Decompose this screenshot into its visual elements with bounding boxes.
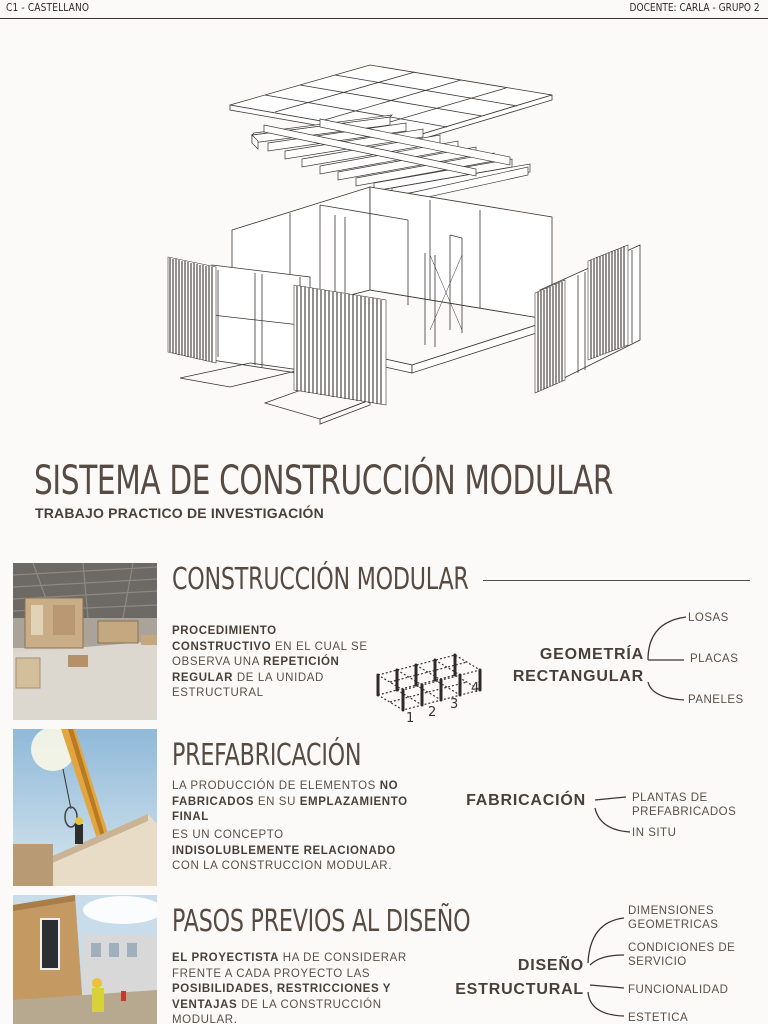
- section-title-modular: CONSTRUCCIÓN MODULAR: [172, 562, 469, 597]
- concept-fabricacion: FABRICACIÓN: [466, 792, 586, 809]
- panel-install-photo: [13, 895, 157, 1024]
- leaf-in-situ: IN SITU: [632, 827, 677, 839]
- leaf-condiciones: CONDICIONES DE SERVICIO: [628, 942, 736, 968]
- leaf-paneles: PANELES: [688, 694, 744, 706]
- crane-photo: [13, 729, 157, 886]
- section-prefab-text-2: ES UN CONCEPTO INDISOLUBLEMENTE RELACIONADO CON LA CONSTRUCCION MODULAR.: [172, 829, 396, 872]
- grid-label-1: 1: [406, 711, 415, 726]
- grid-label-3: 3: [450, 697, 459, 712]
- leaf-plantas: PLANTAS DE PREFABRICADOS: [632, 792, 737, 818]
- leaf-dimensiones: DIMENSIONES GEOMETRICAS: [628, 905, 719, 931]
- section-pasos-text: EL PROYECTISTA HA DE CONSIDERAR FRENTE A CADA PROYECTO LAS POSIBILIDADES, RESTRICCIONES Y VENTAJAS DE LA CONSTRUCCIÓN MODULAR.: [172, 952, 407, 1024]
- concept-geometria: GEOMETRÍA RECTANGULAR: [512, 646, 644, 685]
- leaf-losas: LOSAS: [688, 612, 729, 624]
- course-label: C1 - CASTELLANO: [6, 1, 90, 14]
- section-title-prefab: PREFABRICACIÓN: [172, 738, 362, 773]
- leaf-placas: PLACAS: [690, 653, 739, 665]
- leaf-funcionalidad: FUNCIONALIDAD: [628, 984, 729, 996]
- leaf-estetica: ESTETICA: [628, 1012, 689, 1024]
- page-subtitle: TRABAJO PRACTICO DE INVESTIGACIÓN: [35, 505, 324, 521]
- group-label: DOCENTE: CARLA - GRUPO 2: [629, 1, 760, 14]
- grid-label-4: 4: [471, 681, 480, 696]
- grid-label-2: 2: [428, 705, 437, 720]
- concept-diseno: DISEÑO ESTRUCTURAL: [455, 957, 584, 998]
- section-title-pasos: PASOS PREVIOS AL DISEÑO: [172, 904, 471, 939]
- section-modular-text: PROCEDIMIENTO CONSTRUCTIVO EN EL CUAL SE OBSERVA UNA REPETICIÓN REGULAR DE LA UNIDAD ESTRUCTURAL: [172, 625, 368, 699]
- page-title: SISTEMA DE CONSTRUCCIÓN MODULAR: [34, 458, 614, 504]
- section-prefab-text-1: LA PRODUCCIÓN DE ELEMENTOS NO FABRICADOS EN SU EMPLAZAMIENTO FINAL: [172, 780, 408, 823]
